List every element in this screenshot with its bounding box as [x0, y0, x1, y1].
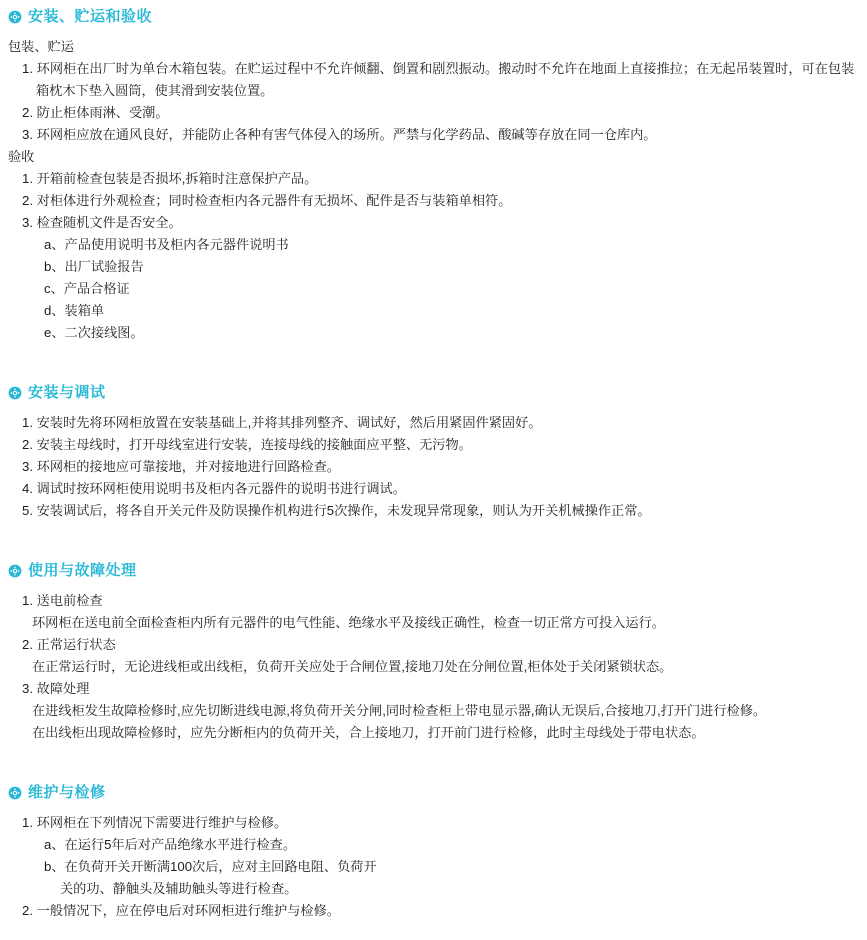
paragraph: 在出线柜出现故障检修时，应先分断柜内的负荷开关，合上接地刀，打开前门进行检修，此时主母线处于带电状态。 — [32, 725, 705, 740]
section-spacer — [8, 528, 857, 562]
list-item: 1. 安装时先将环网柜放置在安装基础上,并将其排列整齐、调试好，然后用紧固件紧固好。 — [22, 415, 542, 430]
list-item: 3. 环网柜应放在通风良好，并能防止各种有害气体侵入的场所。严禁与化学药品、酸碱等存放在同一仓库内。 — [22, 127, 657, 142]
section-installation-commissioning — [8, 384, 857, 522]
list-item: 3. 检查随机文件是否安全。 — [22, 215, 182, 230]
list-item: 2. 一般情况下，应在停电后对环网柜进行维护与检修。 — [22, 903, 340, 918]
gear-icon — [8, 564, 22, 578]
section-header — [8, 784, 857, 802]
list-item: 1. 开箱前检查包装是否损坏,拆箱时注意保护产品。 — [22, 171, 318, 186]
list-item: 2. 安装主母线时，打开母线室进行安装，连接母线的接触面应平整、无污物。 — [22, 437, 472, 452]
list-item: c、产品合格证 — [44, 281, 130, 296]
list-item: a、产品使用说明书及柜内各元器件说明书 — [44, 237, 289, 252]
paragraph: 在正常运行时，无论进线柜或出线柜，负荷开关应处于合闸位置,接地刀处在分闸位置,柜体处于关闭紧锁状态。 — [32, 659, 673, 674]
list-item: 4. 调试时按环网柜使用说明书及柜内各元器件的说明书进行调试。 — [22, 481, 406, 496]
section-usage-fault-handling — [8, 562, 857, 744]
section-header — [8, 562, 857, 580]
list-item: 2. 正常运行状态 — [22, 637, 116, 652]
section-body — [8, 412, 857, 522]
section-title: 安装、贮运和验收 — [28, 8, 153, 25]
section-installation-storage-acceptance — [8, 8, 857, 344]
section-title: 使用与故障处理 — [28, 562, 137, 579]
list-item: 2. 防止柜体雨淋、受潮。 — [22, 105, 169, 120]
list-item: 5. 安装调试后，将各自开关元件及防误操作机构进行5次操作，未发现异常现象，则认为开关机械操作正常。 — [22, 503, 651, 518]
list-item: a、在运行5年后对产品绝缘水平进行检查。 — [44, 837, 297, 852]
section-body — [8, 590, 857, 744]
list-item: b、在负荷开关开断满100次后，应对主回路电阻、负荷开 — [44, 859, 377, 874]
gear-icon — [8, 10, 22, 24]
paragraph: 环网柜在送电前全面检查柜内所有元器件的电气性能、绝缘水平及接线正确性，检查一切正常方可投入运行。 — [32, 615, 665, 630]
section-body — [8, 36, 857, 344]
gear-icon — [8, 386, 22, 400]
paragraph: 包装、贮运 — [8, 39, 74, 54]
list-item: b、出厂试验报告 — [44, 259, 144, 274]
paragraph: 验收 — [8, 149, 35, 164]
list-item: d、装箱单 — [44, 303, 105, 318]
section-spacer — [8, 750, 857, 784]
section-maintenance-overhaul — [8, 784, 857, 922]
gear-icon — [8, 786, 22, 800]
section-header — [8, 8, 857, 26]
section-title: 安装与调试 — [28, 384, 106, 401]
paragraph: 关的功、静触头及辅助触头等进行检查。 — [60, 881, 298, 896]
section-body — [8, 812, 857, 922]
paragraph: 在进线柜发生故障检修时,应先切断进线电源,将负荷开关分闸,同时检查柜上带电显示器,确认无误后,合接地刀,打开门进行检修。 — [32, 703, 767, 718]
list-item: e、二次接线图。 — [44, 325, 144, 340]
list-item: 1. 环网柜在下列情况下需要进行维护与检修。 — [22, 815, 288, 830]
list-item: 3. 环网柜的接地应可靠接地，并对接地进行回路检查。 — [22, 459, 340, 474]
list-item: 3. 故障处理 — [22, 681, 90, 696]
section-title: 维护与检修 — [28, 784, 106, 801]
list-item: 1. 送电前检查 — [22, 593, 103, 608]
section-header — [8, 384, 857, 402]
list-item: 2. 对柜体进行外观检查；同时检查柜内各元器件有无损坏、配件是否与装箱单相符。 — [22, 193, 512, 208]
section-spacer — [8, 350, 857, 384]
list-item: 1. 环网柜在出厂时为单台木箱包装。在贮运过程中不允许倾翻、倒置和剧烈振动。搬动时不允许在地面上直接推拉；在无起吊装置时，可在包装箱枕木下垫入圆筒，使其滑到安装位置。 — [22, 61, 855, 98]
